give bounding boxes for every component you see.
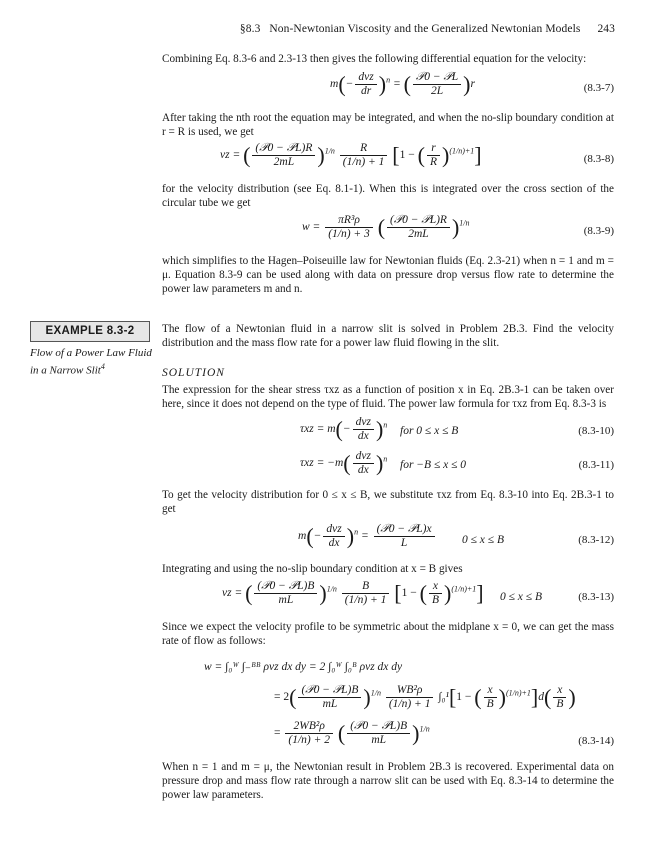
example-label: EXAMPLE 8.3-2 xyxy=(30,321,150,342)
equation-8-3-12: m(− $\frac{\text{dvz}}{dx}$ )$^n$ = $\frac{\text{(𝒫0 − 𝒫L)x}}{L}$ 0 ≤ x ≤ B (8.3-12) xyxy=(298,523,614,549)
running-header xyxy=(160,22,615,36)
equation-8-3-8: vz = ( $\frac{\text{(𝒫0 − 𝒫L)R}}{2mL}$ )$^{1/n}$ $\frac{R}{(1/n) + 1}$ [1 − ( $\frac{r}{R}$ )$^{(1/n)+1}$] (8.3-8) xyxy=(220,142,614,168)
condition: 0 ≤ x ≤ B xyxy=(462,534,505,546)
condition: for 0 ≤ x ≤ B xyxy=(400,425,459,437)
equation-8-3-13: vz = ( $\frac{\text{(𝒫0 − 𝒫L)B}}{mL}$ )$^{1/n}$ $\frac{B}{(1/n) + 1}$ [1 − ( $\frac{x}{B}$ )$^{(1/n)+1}$] 0 ≤ x ≤ B (8.3-13) xyxy=(222,580,614,606)
equation-8-3-14-line-3: = $\frac{\text{2WB²ρ}}{(1/n) + 2}$ ( $\frac{\text{(𝒫0 − 𝒫L)B}}{mL}$ )$^{1/n}$ (8.3-14) xyxy=(274,720,614,747)
equation-number: (8.3-11) xyxy=(578,459,614,471)
paragraph-9: Since we expect the velocity profile to be symmetric about the midplane x = 0, we can get the mass rate of flow as follows: xyxy=(162,621,614,647)
equation-number: (8.3-10) xyxy=(578,425,614,437)
paragraph-7: To get the velocity distribution for 0 ≤ x ≤ B, we substitute τxz from Eq. 8.3-10 into Eq. 2B.3-1 to get xyxy=(162,489,614,515)
condition: 0 ≤ x ≤ B xyxy=(500,591,543,603)
section-title: Non-Newtonian Viscosity and the Generalized Newtonian Models xyxy=(269,23,581,35)
example-title: Flow of a Power Law Fluid in a Narrow Slit$^4$ xyxy=(30,347,152,377)
equation-8-3-14-line-2: = 2( $\frac{\text{(𝒫0 − 𝒫L)B}}{mL}$ )$^{1/n}$ $\frac{\text{WB²ρ}}{(1/n) + 1}$ ∫₀¹[1 − ( $\frac{x}{B}$ )$^{(1/n)+1}$]d( $\frac{x}{B}$ ) xyxy=(274,684,576,710)
section-number: §8.3 xyxy=(239,23,261,35)
equation-number: (8.3-13) xyxy=(578,591,614,603)
solution-heading: SOLUTION xyxy=(162,367,225,379)
equation-8-3-7: m(− $\frac{\text{dvz}}{dr}$ )$^n$ = ( $\frac{\text{𝒫0 − 𝒫L}}{2L}$ )r (8.3-7) xyxy=(330,71,614,97)
equation-number: (8.3-8) xyxy=(583,153,614,165)
page-number: 243 xyxy=(597,23,615,35)
equation-number: (8.3-7) xyxy=(583,82,614,94)
equation-number: (8.3-14) xyxy=(578,735,614,747)
paragraph-5: The flow of a Newtonian fluid in a narrow slit is solved in Problem 2B.3. Find the velocity distribution and the mass flow rate for a power law fluid flowing in the slit. xyxy=(162,323,614,349)
equation-8-3-14-line-1: w = ∫₀ᵂ ∫₋ᴮᴮ ρvz dx dy = 2 ∫₀ᵂ ∫₀ᴮ ρvz dx dy xyxy=(204,661,403,673)
paragraph-8: Integrating and using the no-slip boundary condition at x = B gives xyxy=(162,563,463,575)
equation-number: (8.3-12) xyxy=(578,534,614,546)
equation-8-3-9: w = $\frac{\text{πR³ρ}}{(1/n) + 3}$ ( $\frac{\text{(𝒫0 − 𝒫L)R}}{2mL}$ )$^{1/n}$ (8.3-9) xyxy=(302,214,614,240)
equation-8-3-10: τxz = m(− $\frac{\text{dvz}}{dx}$ )$^n$ for 0 ≤ x ≤ B (8.3-10) xyxy=(300,416,614,442)
condition: for −B ≤ x ≤ 0 xyxy=(400,459,467,471)
equation-8-3-11: τxz = −m( $\frac{\text{dvz}}{dx}$ )$^n$ for −B ≤ x ≤ 0 (8.3-11) xyxy=(300,450,614,476)
paragraph-10: When n = 1 and m = μ, the Newtonian result in Problem 2B.3 is recovered. Experimental data on pressure drop and mass flow rate through a narrow slit can be used with Eq. 8.3-14 to determine the power law parameters. xyxy=(162,761,614,801)
equation-number: (8.3-9) xyxy=(583,225,614,237)
paragraph-6: The expression for the shear stress τxz as a function of position x in Eq. 2B.3-1 can be taken over here, since it does not depend on the type of fluid. The power law formula for τxz from Eq. 8.3-3 is xyxy=(162,384,614,410)
paragraph-4: which simplifies to the Hagen–Poiseuille law for Newtonian fluids (Eq. 2.3-21) when n = 1 and m = μ. Equation 8.3-9 can be used along with data on pressure drop versus flow rate to determine the power law parameters m and n. xyxy=(162,255,614,295)
paragraph-1: Combining Eq. 8.3-6 and 2.3-13 then gives the following differential equation for the velocity: xyxy=(162,53,587,65)
paragraph-2: After taking the nth root the equation may be integrated, and when the no-slip boundary condition at r = R is used, we get xyxy=(162,112,614,138)
paragraph-3: for the velocity distribution (see Eq. 8.1-1). When this is integrated over the cross section of the circular tube we get xyxy=(162,183,614,209)
